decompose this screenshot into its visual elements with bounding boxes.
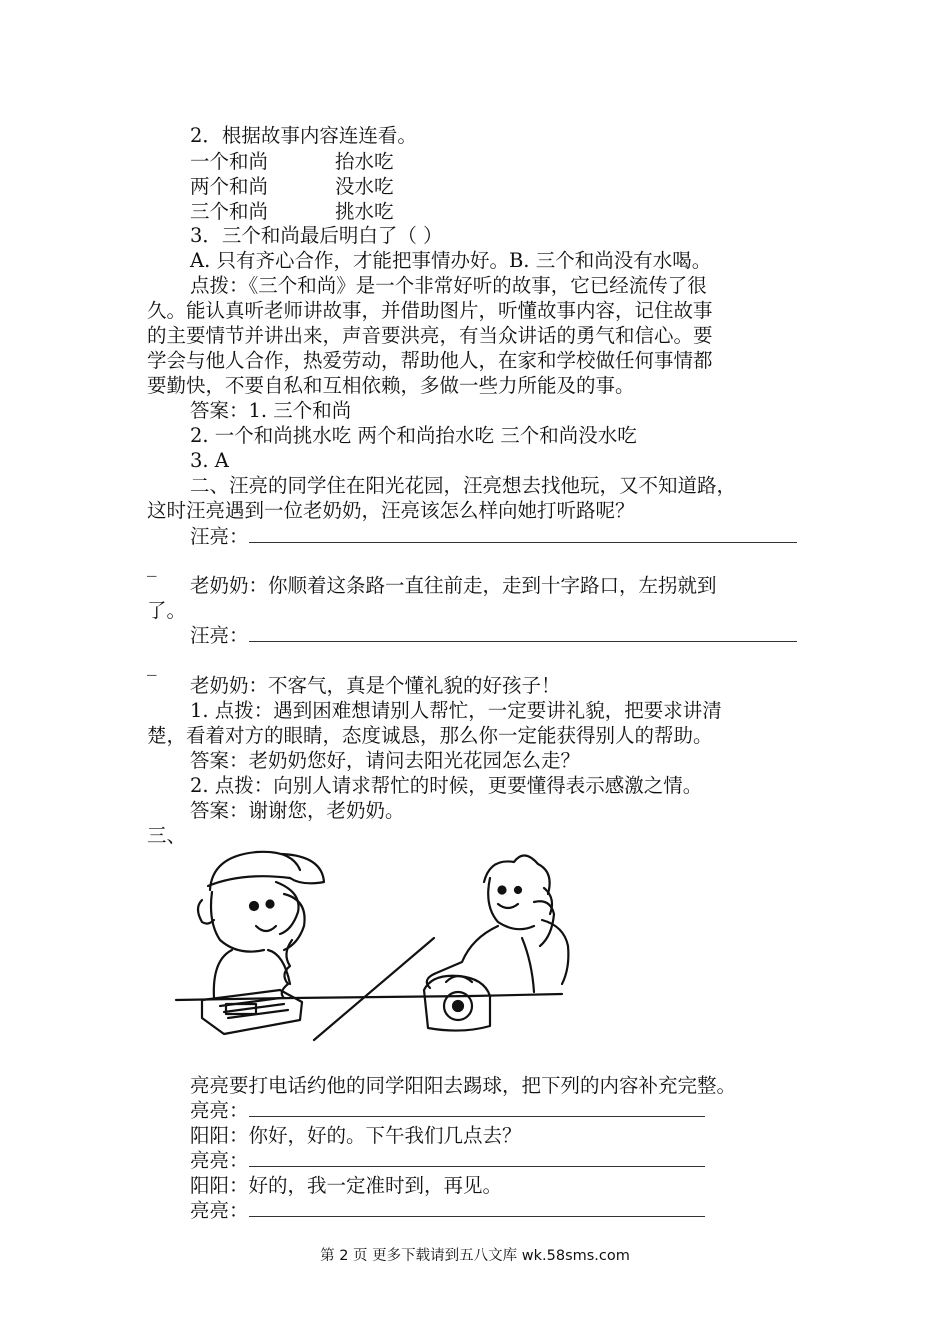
answer-b: 答案：谢谢您，老奶奶。 [190,799,405,822]
tip1-line-4: 学会与他人合作，热爱劳动，帮助他人，在家和学校做任何事情都 [147,349,713,372]
liang-line-1 [190,1099,705,1123]
grandma-line-1: 老奶奶：你顺着这条路一直往前走，走到十字路口，左拐就到 [190,574,717,597]
section2-intro-1: 二、汪亮的同学住在阳光花园，汪亮想去找他玩，又不知道路， [190,474,737,497]
q2-right-3: 挑水吃 [335,200,394,223]
section3-label: 三、 [147,824,187,847]
q2-right-1: 抬水吃 [335,150,394,173]
q2-left-1: 一个和尚 [190,150,269,173]
grandma-line-3: 老奶奶：不客气，真是个懂礼貌的好孩子！ [190,674,561,697]
speaker-liang-1: 亮亮： [190,1099,249,1122]
page-footer: 第 2 页 更多下载请到五八文库 wk.58sms.com [320,1248,630,1264]
dash-2: _ [147,654,157,676]
tip1-line-5: 要勤快，不要自私和互相依赖，多做一些力所能及的事。 [147,374,635,397]
speaker-wang-2: 汪亮： [190,624,249,647]
answer-a: 答案：老奶奶您好，请问去阳光花园怎么走？ [190,749,581,772]
liang-blank-1[interactable] [249,1102,705,1117]
wang-line-2 [190,624,797,648]
liang-blank-3[interactable] [249,1202,705,1217]
q2-left-2: 两个和尚 [190,175,269,198]
answer-blank-1[interactable] [249,528,797,543]
tip1-line-3: 的主要情节并讲出来，声音要洪亮，有当众讲话的勇气和信心。要 [147,324,713,347]
q2-title: 2．根据故事内容连连看。 [190,124,417,147]
tip-a-line-2: 楚，看着对方的眼睛，态度诚恳，那么你一定能获得别人的帮助。 [147,724,713,747]
section2-intro-2: 这时汪亮遇到一位老奶奶，汪亮该怎么样向她打听路呢？ [147,499,635,522]
speaker-liang-3: 亮亮： [190,1199,249,1222]
liang-line-3 [190,1199,705,1223]
answer-blank-2[interactable] [249,627,797,642]
tip1-line-2: 久。能认真听老师讲故事，并借助图片，听懂故事内容，记住故事 [147,299,713,322]
tip-b: 2. 点拨：向别人请求帮忙的时候，更要懂得表示感激之情。 [190,774,703,797]
answer-3: 3. A [190,449,229,472]
liang-line-2 [190,1149,705,1173]
section3-prompt: 亮亮要打电话约他的同学阳阳去踢球，把下列的内容补充完整。 [190,1074,737,1097]
speaker-liang-2: 亮亮： [190,1149,249,1172]
dash-1: _ [147,555,157,577]
q2-left-3: 三个和尚 [190,200,269,223]
liang-blank-2[interactable] [249,1152,705,1167]
yang-line-2: 阳阳：好的，我一定准时到，再见。 [190,1174,503,1197]
phone-call-illustration [172,842,592,1052]
answer-1: 答案：1. 三个和尚 [190,399,352,422]
q2-right-2: 没水吃 [335,175,394,198]
yang-line-1: 阳阳：你好，好的。下午我们几点去？ [190,1124,522,1147]
speaker-wang: 汪亮： [190,525,249,548]
tip-a-line-1: 1. 点拨：遇到困难想请别人帮忙，一定要讲礼貌，把要求讲清 [190,699,722,722]
wang-line-1 [190,525,797,549]
tip1-line-1: 点拨：《三个和尚》是一个非常好听的故事，它已经流传了很 [190,274,707,297]
q3-options: A. 只有齐心合作，才能把事情办好。B. 三个和尚没有水喝。 [190,249,712,272]
answer-2: 2. 一个和尚挑水吃 两个和尚抬水吃 三个和尚没水吃 [190,424,637,447]
q3-title: 3．三个和尚最后明白了（ ） [190,224,443,247]
grandma-line-2: 了。 [147,599,187,622]
